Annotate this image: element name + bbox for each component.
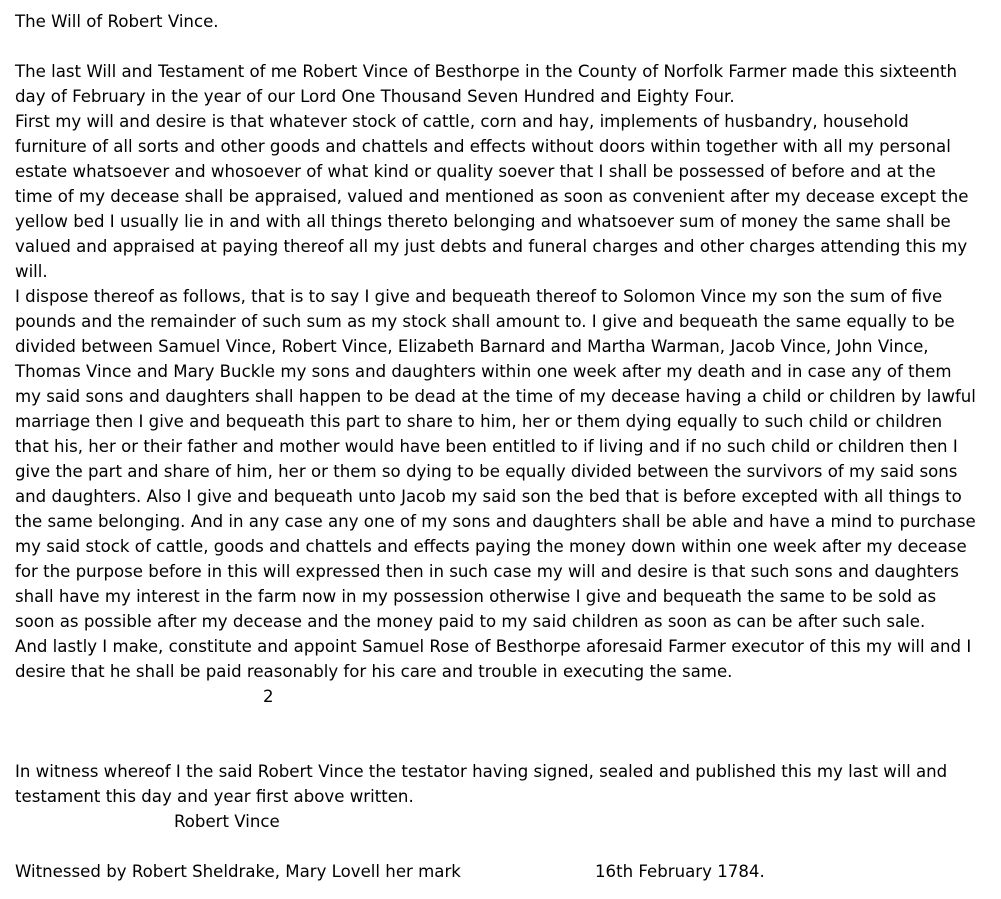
witness-row (15, 859, 995, 884)
spacer (15, 709, 995, 734)
body-line: First my will and desire is that whatever stock of cattle, corn and hay, implements of husbandry, household (15, 112, 909, 131)
body-line: divided between Samuel Vince, Robert Vince, Elizabeth Barnard and Martha Warman, Jacob Vince, John Vince, (15, 337, 929, 356)
body-line: desire that he shall be paid reasonably for his care and trouble in executing the same. (15, 662, 733, 681)
body-line: yellow bed I usually lie in and with all things thereto belonging and whatsoever sum of money the same shall be (15, 212, 951, 231)
body-line: valued and appraised at paying thereof all my just debts and funeral charges and other charges attending this my (15, 237, 968, 256)
body-line: time of my decease shall be appraised, valued and mentioned as soon as convenient after my decease except the (15, 187, 969, 206)
body-line: marriage then I give and bequeath this part to share to him, her or them dying equally to such child or children (15, 412, 943, 431)
body-line: and daughters. Also I give and bequeath unto Jacob my said son the bed that is before excepted with all things to (15, 487, 962, 506)
document-title: The Will of Robert Vince. (15, 12, 219, 31)
body-line: give the part and share of him, her or them so dying to be equally divided between the survivors of my said sons (15, 462, 958, 481)
body-line: furniture of all sorts and other goods and chattels and effects without doors within together with all my personal (15, 137, 951, 156)
body-line: day of February in the year of our Lord One Thousand Seven Hundred and Eighty Four. (15, 87, 735, 106)
will-date: 16th February 1784. (595, 862, 765, 881)
witness-line: In witness whereof I the said Robert Vince the testator having signed, sealed and published this my last will and (15, 762, 948, 781)
body-line: that his, her or their father and mother would have been entitled to if living and if no such child or children then I (15, 437, 958, 456)
body-line: I dispose thereof as follows, that is to say I give and bequeath thereof to Solomon Vince my son the sum of five (15, 287, 943, 306)
body-line: the same belonging. And in any case any one of my sons and daughters shall be able and have a mind to purchase (15, 512, 976, 531)
body-line: The last Will and Testament of me Robert Vince of Besthorpe in the County of Norfolk Farmer made this sixteenth (15, 62, 958, 81)
body-line: will. (15, 262, 48, 281)
body-line: shall have my interest in the farm now in my possession otherwise I give and bequeath the same to be sold as (15, 587, 937, 606)
witnessed-by: Witnessed by Robert Sheldrake, Mary Lovell her mark (15, 862, 461, 881)
body-line: my said sons and daughters shall happen to be dead at the time of my decease having a child or children by lawful (15, 387, 976, 406)
body-line: soon as possible after my decease and the money paid to my said children as soon as can be after such sale. (15, 612, 926, 631)
spacer (15, 734, 995, 759)
body-line: my said stock of cattle, goods and chattels and effects paying the money down within one week after my decease (15, 537, 967, 556)
testator-signature: Robert Vince (174, 812, 280, 831)
body-line: pounds and the remainder of such sum as my stock shall amount to. I give and bequeath the same equally to be (15, 312, 955, 331)
body-line: estate whatsoever and whosoever of what kind or quality soever that I shall be possessed of before and at the (15, 162, 936, 181)
witness-clause (15, 759, 995, 809)
body-line: And lastly I make, constitute and appoint Samuel Rose of Besthorpe aforesaid Farmer executor of this my will and I (15, 637, 972, 656)
page-number: 2 (263, 687, 274, 706)
will-body (15, 59, 995, 684)
body-line: for the purpose before in this will expressed then in such case my will and desire is that such sons and daughters (15, 562, 959, 581)
witness-line: testament this day and year first above written. (15, 787, 414, 806)
spacer (15, 834, 995, 859)
will-document (15, 9, 995, 884)
body-line: Thomas Vince and Mary Buckle my sons and daughters within one week after my death and in case any of them (15, 362, 952, 381)
spacer (15, 34, 995, 59)
